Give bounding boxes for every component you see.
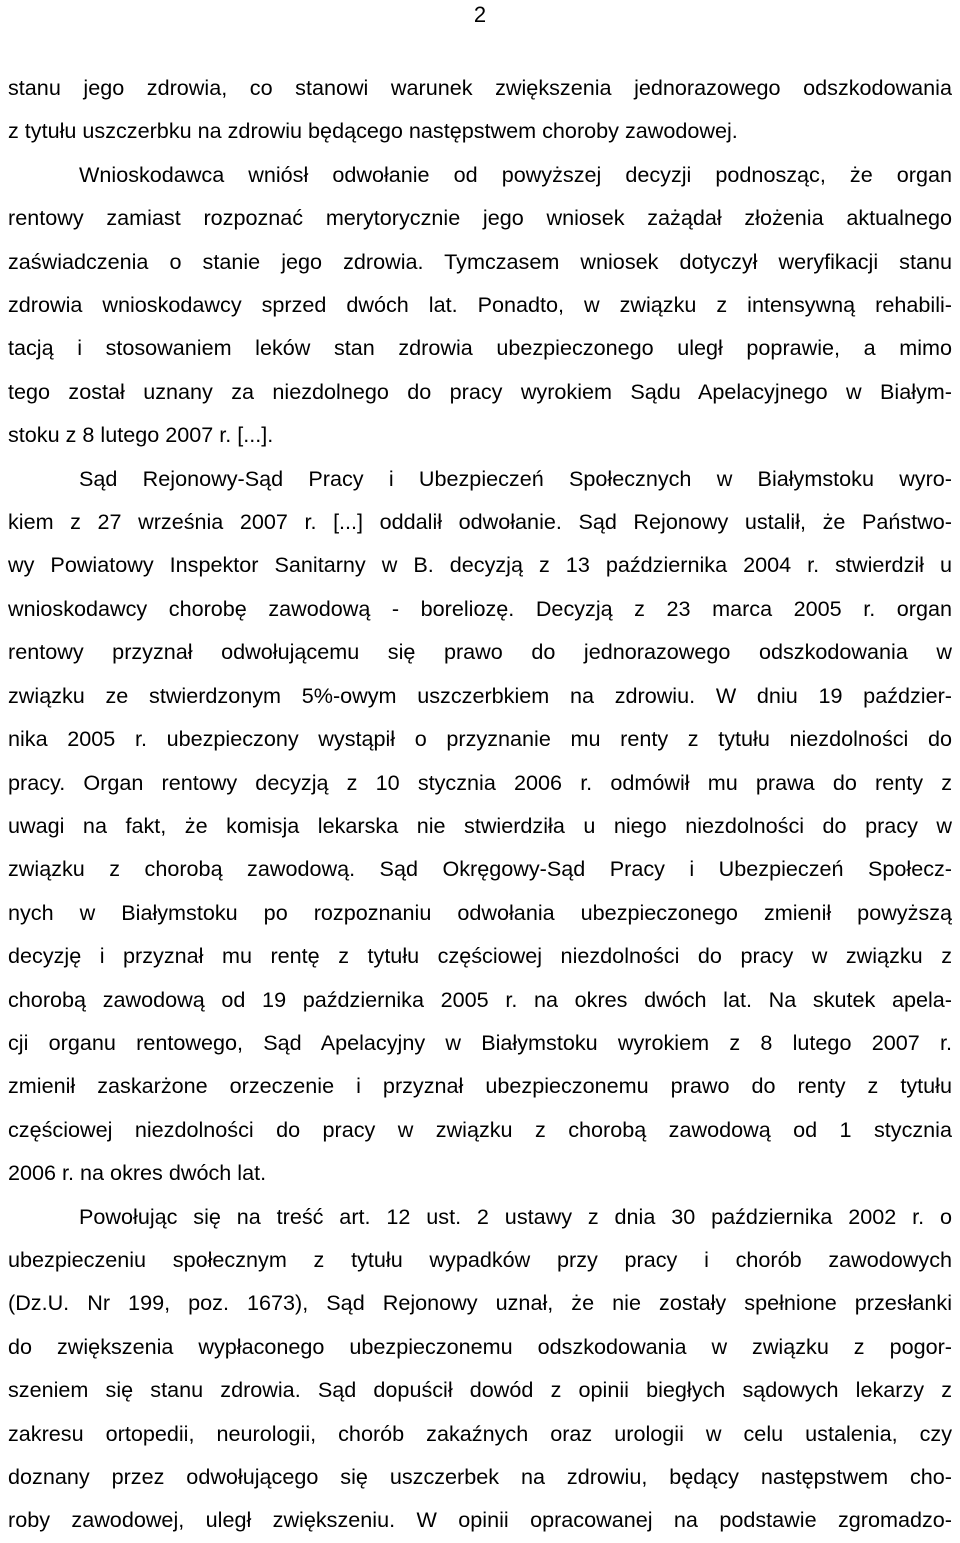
page-number: 2 <box>473 2 487 27</box>
text-line: wy Powiatowy Inspektor Sanitarny w B. decyzją z 13 października 2004 r. stwierdził u <box>8 552 952 578</box>
text-line: tacją i stosowaniem leków stan zdrowia ubezpieczonego uległ poprawie, a mimo <box>8 335 952 361</box>
text-line: decyzję i przyznał mu rentę z tytułu częściowej niezdolności do pracy w związku z <box>8 943 952 969</box>
text-line: uwagi na fakt, że komisja lekarska nie stwierdziła u niego niezdolności do pracy w <box>8 812 952 838</box>
text-line: z tytułu uszczerbku na zdrowiu będącego następstwem choroby zawodowej. <box>8 118 738 144</box>
text-line: tego został uznany za niezdolnego do pracy wyrokiem Sądu Apelacyjnego w Białym- <box>8 378 952 404</box>
text-line: szeniem się stanu zdrowia. Sąd dopuścił dowód z opinii biegłych sądowych lekarzy z <box>8 1377 952 1403</box>
text-line: stanu jego zdrowia, co stanowi warunek zwiększenia jednorazowego odszkodowania <box>8 75 952 100</box>
text-line: związku z chorobą zawodową. Sąd Okręgowy-Sąd Pracy i Ubezpieczeń Społecz- <box>8 856 952 882</box>
text-line: zmienił zaskarżone orzeczenie i przyznał ubezpieczonemu prawo do renty z tytułu <box>8 1073 952 1099</box>
text-line: pracy. Organ rentowy decyzją z 10 stycznia 2006 r. odmówił mu prawa do renty z <box>8 769 952 795</box>
text-line: kiem z 27 września 2007 r. [...] oddalił odwołanie. Sąd Rejonowy ustalił, że Państwo- <box>8 509 952 535</box>
text-line: wnioskodawcy chorobę zawodową - boreliozę. Decyzją z 23 marca 2005 r. organ <box>8 595 952 621</box>
text-line: 2006 r. na okres dwóch lat. <box>8 1160 267 1186</box>
text-line: rentowy przyznał odwołującemu się prawo do jednorazowego odszkodowania w <box>8 639 952 665</box>
text-line: nika 2005 r. ubezpieczony wystąpił o przyznanie mu renty z tytułu niezdolności do <box>8 726 952 752</box>
text-line: (Dz.U. Nr 199, poz. 1673), Sąd Rejonowy uznał, że nie zostały spełnione przesłanki <box>8 1290 952 1316</box>
text-line: doznany przez odwołującego się uszczerbek na zdrowiu, będący następstwem cho- <box>8 1464 952 1489</box>
text-line: nych w Białymstoku po rozpoznaniu odwołania ubezpieczonego zmienił powyższą <box>8 899 952 925</box>
text-line: stoku z 8 lutego 2007 r. [...]. <box>8 422 274 448</box>
text-line: chorobą zawodową od 19 października 2005 r. na okres dwóch lat. Na skutek apela- <box>8 986 952 1012</box>
text-line: związku ze stwierdzonym 5%-owym uszczerbkiem na zdrowiu. W dniu 19 paździer- <box>8 682 952 708</box>
text-line: Powołując się na treść art. 12 ust. 2 ustawy z dnia 30 października 2002 r. o <box>79 1203 952 1229</box>
text-line: cji organu rentowego, Sąd Apelacyjny w Białymstoku wyrokiem z 8 lutego 2007 r. <box>8 1029 952 1055</box>
text-line: zakresu ortopedii, neurologii, chorób zakaźnych oraz urologii w celu ustalenia, czy <box>8 1420 952 1446</box>
text-line: zaświadczenia o stanie jego zdrowia. Tymczasem wniosek dotyczył weryfikacji stanu <box>8 248 952 274</box>
body-text <box>8 66 952 1542</box>
text-line: Wnioskodawca wniósł odwołanie od powyższej decyzji podnosząc, że organ <box>79 161 952 187</box>
text-line: rentowy zamiast rozpoznać merytorycznie jego wniosek zażądał złożenia aktualnego <box>8 205 952 231</box>
text-line: zdrowia wnioskodawcy sprzed dwóch lat. Ponadto, w związku z intensywną rehabili- <box>8 292 952 318</box>
text-line: ubezpieczeniu społecznym z tytułu wypadków przy pracy i chorób zawodowych <box>8 1246 952 1272</box>
text-line: Sąd Rejonowy-Sąd Pracy i Ubezpieczeń Społecznych w Białymstoku wyro- <box>79 465 952 491</box>
text-line: częściowej niezdolności do pracy w związku z chorobą zawodową od 1 stycznia <box>8 1116 952 1142</box>
text-line: do zwiększenia wypłaconego ubezpieczonemu odszkodowania w związku z pogor- <box>8 1333 952 1359</box>
text-line: roby zawodowej, uległ zwiększeniu. W opinii opracowanej na podstawie zgromadzo- <box>8 1507 952 1533</box>
